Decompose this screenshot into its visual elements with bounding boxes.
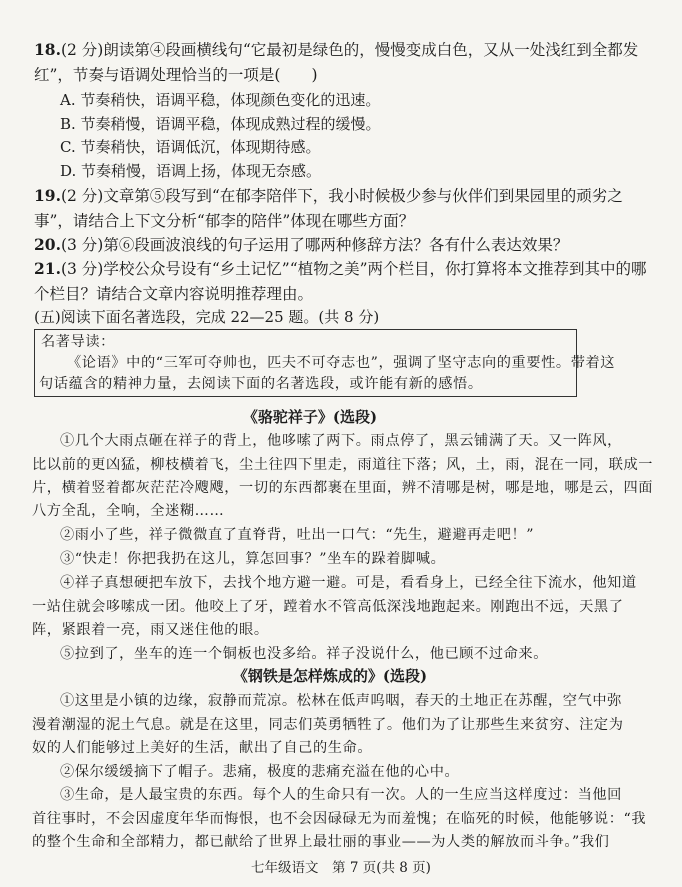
- excerpt2-line: 漫着潮湿的泥土气息。就是在这里，同志们英勇牺牲了。他们为了让那些生来贫穷、注定为: [32, 717, 624, 733]
- question-number: 18.: [34, 40, 61, 59]
- question-text: (3 分)第⑥段画波浪线的句子运用了哪两种修辞方法？各有什么表达效果？: [60, 236, 569, 254]
- question-number: 19.: [34, 186, 61, 205]
- question-number: 21.: [34, 259, 61, 278]
- option-d: D. 节奏稍慢，语调上扬，体现无奈感。: [60, 162, 322, 180]
- page-footer: 七年级语文 第 7 页(共 8 页): [251, 860, 431, 876]
- excerpt1-line: 比以前的更凶猛，柳枝横着飞，尘土往四下里走，雨道往下落；风，土，雨，混在一同，联成一: [32, 457, 654, 473]
- excerpt2-line: ①这里是小镇的边缘，寂静而荒凉。松林在低声呜咽，春天的土地正在苏醒，空气中弥: [60, 693, 622, 709]
- question-19-line2: 事”，请结合上下文分析“郁李的陪伴”体现在哪些方面？: [34, 212, 415, 230]
- excerpt1-line: 八方全乱，全响，全迷糊……: [32, 503, 225, 519]
- excerpt2-line: 奴的人们能够过上美好的生活，献出了自己的生命。: [32, 740, 373, 756]
- guide-line-1: 《论语》中的“三军可夺帅也，匹夫不可夺志也”，强调了坚守志向的重要性。带着这: [67, 355, 616, 371]
- excerpt1-line: ②雨小了些，祥子微微直了直脊背，吐出一口气：“先生，避避再走吧！”: [60, 527, 535, 543]
- excerpt1-line: 阵，紧跟着一亮，雨又迷住他的眼。: [32, 622, 269, 638]
- excerpt2-line: ②保尔缓缓摘下了帽子。悲痛，极度的悲痛充溢在他的心中。: [60, 764, 460, 780]
- excerpt2-line: ③生命，是人最宝贵的东西。每个人的生命只有一次。人的一生应当这样度过：当他回: [60, 787, 622, 803]
- section-heading: (五)阅读下面名著选段，完成 22—25 题。(共 8 分): [34, 308, 380, 326]
- reading-guide-box: [34, 329, 616, 397]
- option-a: A. 节奏稍快，语调平稳，体现颜色变化的迅速。: [60, 91, 381, 109]
- question-21: [34, 257, 647, 281]
- question-number: 20.: [34, 235, 61, 254]
- question-20: [34, 233, 568, 257]
- guide-line-2: 句话蕴含的精神力量，去阅读下面的名著选段，或许能有新的感悟。: [39, 376, 483, 392]
- excerpt1-line: 一站住就会哆嗦成一团。他咬上了牙，蹚着水不管高低深浅地跑起来。刚跑出不远，天黑了: [32, 599, 624, 615]
- question-18: [34, 38, 638, 62]
- excerpt-title-camel-xiangzi: 《骆驼祥子》(选段): [242, 408, 378, 426]
- excerpt2-line: 的整个生命和全部精力，都已献给了世界上最壮丽的事业——为人类的解放而斗争。”我们: [32, 834, 610, 850]
- guide-label: 名著导读：: [41, 334, 115, 350]
- question-text: (3 分)学校公众号设有“乡土记忆”“植物之美”两个栏目，你打算将本文推荐到其中的哪: [60, 260, 647, 278]
- excerpt1-line: 片，横着竖着都灰茫茫冷飕飕，一切的东西都裹在里面，辨不清哪是树，哪是地，哪是云，四面: [32, 480, 654, 496]
- excerpt1-line: ③“快走！你把我扔在这儿，算怎回事？”坐车的跺着脚喊。: [60, 551, 446, 567]
- question-19: [34, 184, 623, 208]
- option-c: C. 节奏稍快，语调低沉，体现期待感。: [60, 138, 321, 156]
- question-18-line2: 红”，节奏与语调处理恰当的一项是( ): [34, 66, 318, 84]
- excerpt1-line: ④祥子真想硬把车放下，去找个地方避一避。可是，看看身上，已经全往下流水，他知道: [60, 575, 637, 591]
- question-text: (2 分)朗读第④段画横线句“它最初是绿色的，慢慢变成白色，又从一处浅红到全都发: [60, 41, 639, 59]
- excerpt1-line: ⑤拉到了，坐车的连一个铜板也没多给。祥子没说什么，他已顾不过命来。: [60, 646, 548, 662]
- option-b: B. 节奏稍慢，语调平稳，体现成熟过程的缓慢。: [60, 115, 381, 133]
- excerpt2-line: 首往事时，不会因虚度年华而悔恨，也不会因碌碌无为而羞愧；在临死的时候，他能够说：“我: [32, 811, 647, 827]
- excerpt-title-how-steel: 《钢铁是怎样炼成的》(选段): [232, 667, 428, 685]
- excerpt1-line: ①几个大雨点砸在祥子的背上，他哆嗦了两下。雨点停了，黑云铺满了天。又一阵风，: [60, 433, 622, 449]
- question-21-line2: 个栏目？请结合文章内容说明推荐理由。: [34, 285, 314, 303]
- question-text: (2 分)文章第⑤段写到“在郁李陪伴下，我小时候极少参与伙伴们到果园里的顽劣之: [60, 187, 623, 205]
